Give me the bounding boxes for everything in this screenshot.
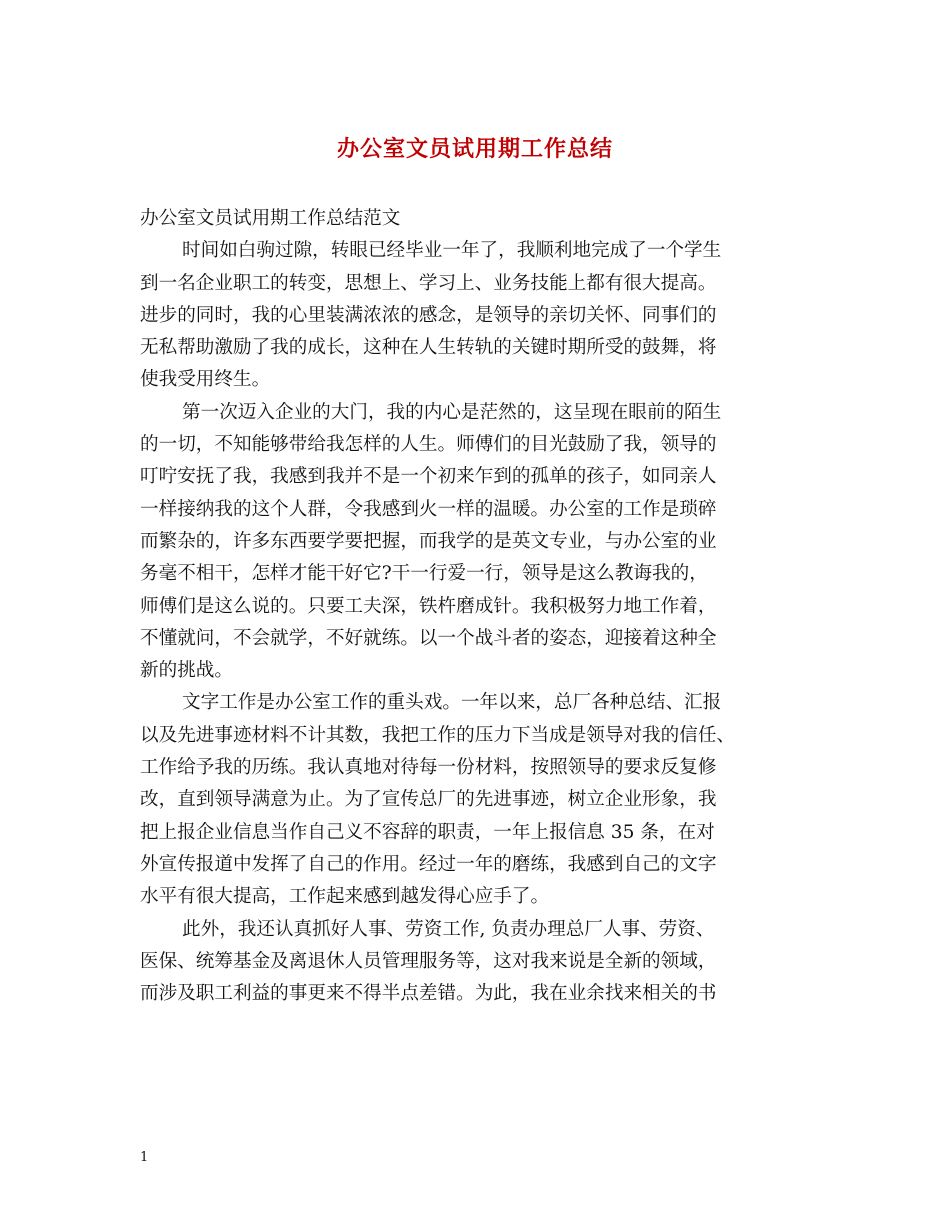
text-line: 进步的同时，我的心里装满浓浓的感念，是领导的亲切关怀、同事们的 [140,304,717,326]
text-line: 办公室文员试用期工作总结范文 [140,208,401,229]
text-line: 此外，我还认真抓好人事、劳资工作, 负责办理总厂人事、劳资、 [182,918,715,940]
document-title: 办公室文员试用期工作总结 [336,136,613,162]
text-line: 外宣传报道中发挥了自己的作用。经过一年的磨练，我感到自己的文字 [140,853,717,875]
text-line: 的一切，不知能够带给我怎样的人生。师傅们的目光鼓励了我，领导的 [140,434,717,456]
text-line: 无私帮助激励了我的成长，这种在人生转轨的关键时期所受的鼓舞，将 [140,337,717,359]
text-line: 新的挑战。 [140,660,233,682]
text-line: 而繁杂的，许多东西要学要把握，而我学的是英文专业，与办公室的业 [140,530,717,552]
text-line: 叮咛安抚了我，我感到我并不是一个初来乍到的孤单的孩子，如同亲人 [140,466,717,488]
text-line: 使我受用终生。 [140,369,271,391]
text-line: 时间如白驹过隙，转眼已经毕业一年了，我顺利地完成了一个学生 [182,240,722,262]
text-line: 不懂就问，不会就学，不好就练。以一个战斗者的姿态，迎接着这种全 [140,627,717,649]
text-line: 改，直到领导满意为止。为了宣传总厂的先进事迹，树立企业形象，我 [140,789,717,811]
text-line: 而涉及职工利益的事更来不得半点差错。为此，我在业余找来相关的书 [140,983,717,1005]
text-line: 第一次迈入企业的大门，我的内心是茫然的，这呈现在眼前的陌生 [182,401,722,423]
text-line: 务毫不相干，怎样才能干好它?干一行爱一行，领导是这么教诲我的， [140,563,708,585]
text-line: 医保、统筹基金及离退休人员管理服务等，这对我来说是全新的领域， [140,950,717,972]
document-body [140,203,830,1010]
page-number: 1 [140,1150,149,1165]
text-line: 水平有很大提高，工作起来感到越发得心应手了。 [140,886,550,908]
text-line: 师傅们是这么说的。只要工夫深，铁杵磨成针。我积极努力地工作着， [140,595,717,617]
text-line: 文字工作是办公室工作的重头戏。一年以来，总厂各种总结、汇报 [182,692,722,714]
text-line: 到一名企业职工的转变，思想上、学习上、业务技能上都有很大提高。 [140,272,717,294]
text-line: 以及先进事迹材料不计其数，我把工作的压力下当成是领导对我的信任、 [140,724,736,746]
text-line: 工作给予我的历练。我认真地对待每一份材料，按照领导的要求反复修 [140,757,717,779]
text-line: 把上报企业信息当作自己义不容辞的职责，一年上报信息 35 条，在对 [140,821,715,843]
text-line: 一样接纳我的这个人群，令我感到火一样的温暖。办公室的工作是琐碎 [140,498,717,520]
